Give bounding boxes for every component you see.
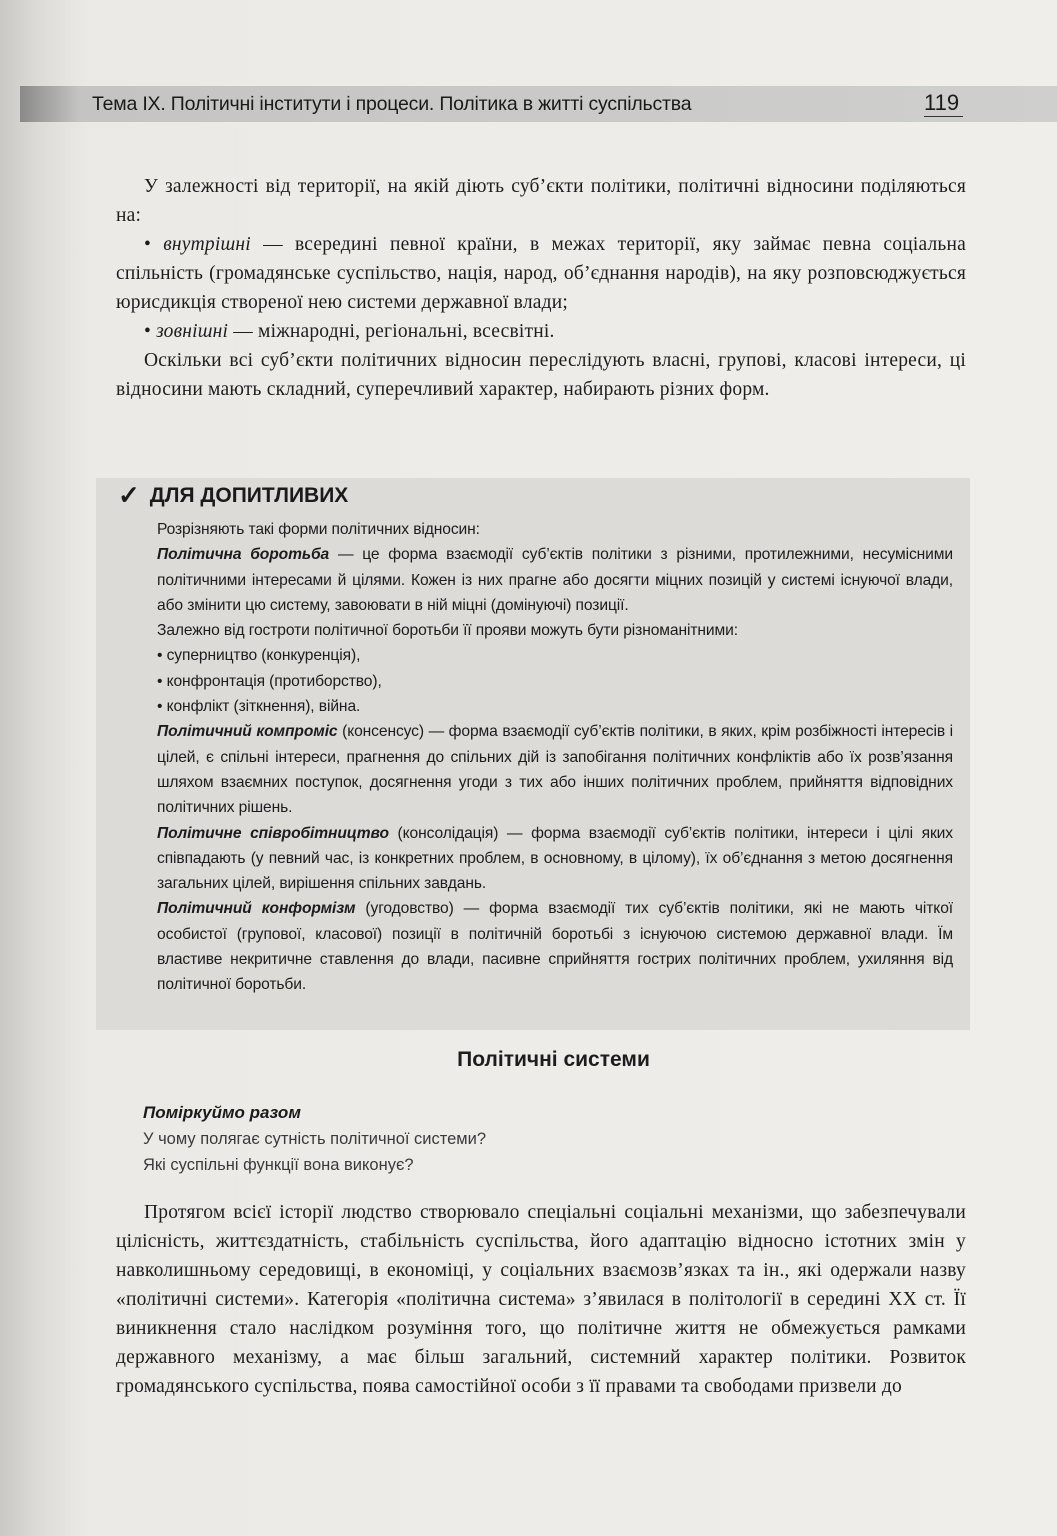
curious-heading [118,480,348,511]
compromise-term: Політичний компроміс [157,723,338,741]
intro-paragraph-2: Оскільки всі суб’єкти політичних відносин переслідують власні, групові, класові інтереси, ці відносини мають складний, суперечливий характер, набирають різних форм. [116,350,966,400]
list-item: • конфронтація (протиборство), [157,672,382,690]
struggle-definition [157,542,953,618]
curious-heading-label: ДЛЯ ДОПИТЛИВИХ [149,483,349,507]
cooperation-term: Політичне співробітництво [157,824,389,842]
intro-item-internal: • внутрішні — всередині певної країни, в межах території, яку займає певна соціальна спільність (громадянське суспільство, нація, народ, об’єднання народів), на яку розповсюджується юрисдикція створеної нею системи державної влади; [116,234,966,313]
compromise-text: (консенсус) — форма взаємодії суб’єктів політики, в яких, крім розбіжності інтересів і цілей, є спільні інтереси, прагнення до спільних дій із запобігання політичних конфліктів або їх розв’язання шляхом взаємних поступок, досягнення угоди з тих або інших політичних проблем, прийняття відповідних політичних рішень. [157,723,953,817]
section-title: Політичні системи [457,1048,650,1071]
think-question: Які суспільні функції вона виконує? [143,1156,414,1174]
page-number: 119 [924,90,963,117]
running-header-title: Тема IX. Політичні інститути і процеси. Політика в житті суспільства [92,93,692,115]
intro-paragraph: У залежності від території, на якій діють суб’єкти політики, політичні відносини поділяються на: [116,176,966,226]
intro-item-external: • зовнішні — міжнародні, регіональні, всесвітні. [144,321,555,342]
compromise-definition [157,719,953,820]
curious-box-text [157,517,953,998]
external-description: — міжнародні, регіональні, всесвітні. [228,321,555,342]
checkmark-icon: ✓ [118,480,140,510]
conformism-text: (угодовство) — форма взаємодії тих суб’єктів політики, які не мають чіткої особистої (групової, класової) позиції в політичній боротьбі з існуючою системою державної влади. Їм властиве некритичне ставлення до влади, пасивне сприйняття гострих політичних проблем, ухиляння від політичної боротьби. [157,900,953,994]
forms-intro: Розрізняють такі форми політичних відносин: [157,521,480,538]
term-internal: внутрішні [163,234,251,255]
list-item: • конфлікт (зіткнення), війна. [157,698,361,716]
think-heading: Поміркуймо разом [143,1103,301,1122]
closing-paragraph: Протягом всієї історії людство створювало спеціальні соціальні механізми, що забезпечували цілісність, життєздатність, стабільність суспільства, його адаптацію відносно істотних змін у навколишньому середовищі, в економіці, у соціальних взаємозв’язках та ін., які одержали назву «політичні системи». Категорія «політична система» з’явилася в політології в середині XX ст. Її виникнення стало наслідком розуміння того, що політичне життя не обмежується рамками державного механізму, а має більш загальний, системний характер політики. Розвиток громадянського суспільства, поява самостійної особи з її правами та свободами призвели до [116,1202,966,1397]
closing-text [116,1198,966,1401]
think-together-block [143,1100,843,1178]
term-external: зовнішні [156,321,229,342]
struggle-text: — це форма взаємодії суб’єктів політики з різними, протилежними, несумісними політичними інтересами й цілями. Кожен із них прагне або досягти міцних позицій у системі існуючої влади, або змінити цю систему, завоювати в ній міцні (домінуючі) позиції. [157,546,954,614]
intro-text [116,172,966,404]
list-item: • суперництво (конкуренція), [157,647,361,665]
cooperation-definition [157,821,953,897]
struggle-term: Політична боротьба [157,546,330,564]
manifestations-intro: Залежно від гостроти політичної боротьби її прояви можуть бути різноманітними: [157,622,738,640]
cooperation-text: (консолідація) — форма взаємодії суб’єктів політики, інтереси і цілі яких співпадають (у певний час, із конкретних проблем, в основному, в цілому), їх об’єднання з метою досягнення загальних цілей, вирішення спільних завдань. [157,824,953,893]
conformism-term: Політичний конформізм [157,900,356,918]
think-question: У чому полягає сутність політичної системи? [143,1130,487,1148]
conformism-definition [157,896,953,997]
internal-description: — всередині певної країни, в межах території, яку займає певна соціальна спільність (громадянське суспільство, нація, народ, об’єднання народів), на яку розповсюджується юрисдикція створеної нею системи державної влади; [116,234,966,313]
